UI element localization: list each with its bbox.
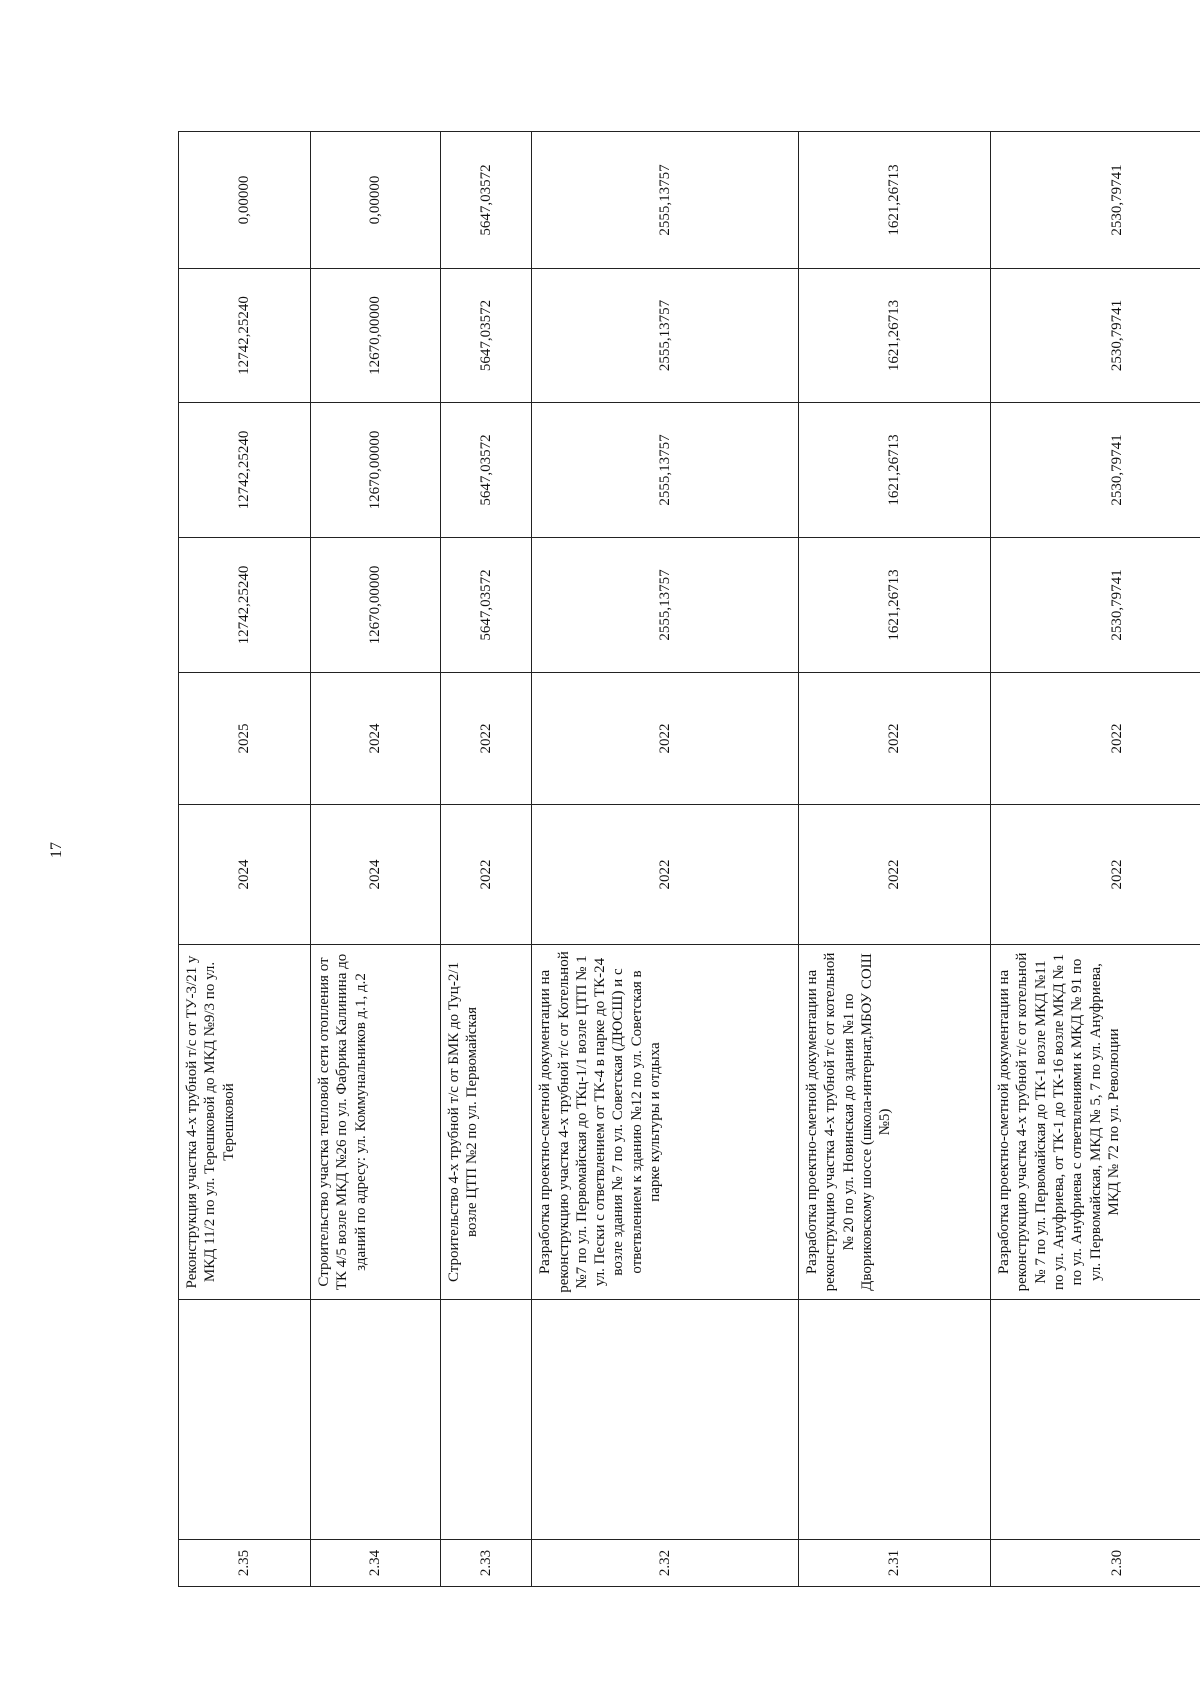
value-1-cell: 2555,13757 [532, 538, 799, 673]
table-frame [178, 164, 1200, 1587]
project-table [178, 131, 1200, 1587]
empty-cell [532, 1300, 799, 1540]
value-3-cell: 5647,03572 [440, 269, 532, 403]
year-start-cell: 2022 [532, 805, 799, 945]
empty-cell [311, 1300, 441, 1540]
table-row [311, 132, 441, 1587]
year-start-cell: 2022 [991, 805, 1200, 945]
empty-cell [799, 1300, 991, 1540]
table-row [179, 132, 311, 1587]
table-row [440, 132, 532, 1587]
description-cell: Строительство участка тепловой сети отопления от ТК 4/5 возле МКД №26 по ул. Фабрика Калинина до зданий по адресу: ул. Коммунальников д.1, д.2 [311, 945, 441, 1300]
row-id-cell: 2.31 [799, 1540, 991, 1587]
year-end-cell: 2024 [311, 673, 441, 805]
table-row [991, 132, 1200, 1587]
value-1-cell: 12742,25240 [179, 538, 311, 673]
empty-cell [991, 1300, 1200, 1540]
page-number: 17 [48, 842, 65, 858]
table-row [799, 132, 991, 1587]
description-cell: Реконструкция участка 4-х трубной т/с от ТУ-3/21 у МКД 11/2 по ул. Терешковой до МКД №9/3 по ул. Терешковой [179, 945, 311, 1300]
row-id-cell: 2.33 [440, 1540, 532, 1587]
year-start-cell: 2024 [311, 805, 441, 945]
empty-cell [179, 1300, 311, 1540]
value-4-cell: 0,00000 [179, 132, 311, 269]
value-1-cell: 12670,00000 [311, 538, 441, 673]
year-start-cell: 2022 [799, 805, 991, 945]
value-2-cell: 2530,79741 [991, 403, 1200, 538]
value-2-cell: 2555,13757 [532, 403, 799, 538]
value-4-cell: 2555,13757 [532, 132, 799, 269]
value-4-cell: 0,00000 [311, 132, 441, 269]
value-3-cell: 2555,13757 [532, 269, 799, 403]
value-2-cell: 12742,25240 [179, 403, 311, 538]
value-4-cell: 5647,03572 [440, 132, 532, 269]
value-2-cell: 5647,03572 [440, 403, 532, 538]
row-id-cell: 2.32 [532, 1540, 799, 1587]
description-cell: Разработка проектно-сметной документации на реконструкцию участка 4-х трубной т/с от Котельной №7 по ул. Первомайская до ТКц-1/1 возле ЦТП № 1 ул. Пески с ответвлением от ТК-4 в парке до ТК-24 возле здания № 7 по ул. Советская (ДЮСШ) и с ответвлением к зданию №12 по ул. Советская в парке культуры и отдыха [532, 945, 799, 1300]
empty-cell [440, 1300, 532, 1540]
year-end-cell: 2025 [179, 673, 311, 805]
year-start-cell: 2024 [179, 805, 311, 945]
description-cell: Разработка проектно-сметной документации на реконструкцию участка 4-х трубной т/с от котельной № 7 по ул. Первомайская до ТК-1 возле МКД №11 по ул. Ануфриева, от ТК-1 до ТК-16 возле МКД № 1 по ул. Ануфриева с ответвлениями к МКД № 91 по ул. Первомайская, МКД № 5, 7 по ул. Ануфриева, МКД № 72 по ул. Революции [991, 945, 1200, 1300]
value-2-cell: 12670,00000 [311, 403, 441, 538]
value-3-cell: 12670,00000 [311, 269, 441, 403]
value-3-cell: 2530,79741 [991, 269, 1200, 403]
value-4-cell: 2530,79741 [991, 132, 1200, 269]
year-start-cell: 2022 [440, 805, 532, 945]
year-end-cell: 2022 [799, 673, 991, 805]
table-row [532, 132, 799, 1587]
row-id-cell: 2.30 [991, 1540, 1200, 1587]
value-2-cell: 1621,26713 [799, 403, 991, 538]
value-3-cell: 1621,26713 [799, 269, 991, 403]
description-cell: Разработка проектно-сметной документации на реконструкцию участка 4-х трубной т/с от котельной № 20 по ул. Новинская до здания №1 по Двориковскому шоссе (школа-интернат,МБОУ СОШ №5) [799, 945, 991, 1300]
value-3-cell: 12742,25240 [179, 269, 311, 403]
year-end-cell: 2022 [440, 673, 532, 805]
value-4-cell: 1621,26713 [799, 132, 991, 269]
row-id-cell: 2.34 [311, 1540, 441, 1587]
description-cell: Строительство 4-х трубной т/с от БМК до Туц-2/1 возле ЦТП №2 по ул. Первомайская [440, 945, 532, 1300]
value-1-cell: 2530,79741 [991, 538, 1200, 673]
value-1-cell: 1621,26713 [799, 538, 991, 673]
year-end-cell: 2022 [532, 673, 799, 805]
year-end-cell: 2022 [991, 673, 1200, 805]
value-1-cell: 5647,03572 [440, 538, 532, 673]
row-id-cell: 2.35 [179, 1540, 311, 1587]
